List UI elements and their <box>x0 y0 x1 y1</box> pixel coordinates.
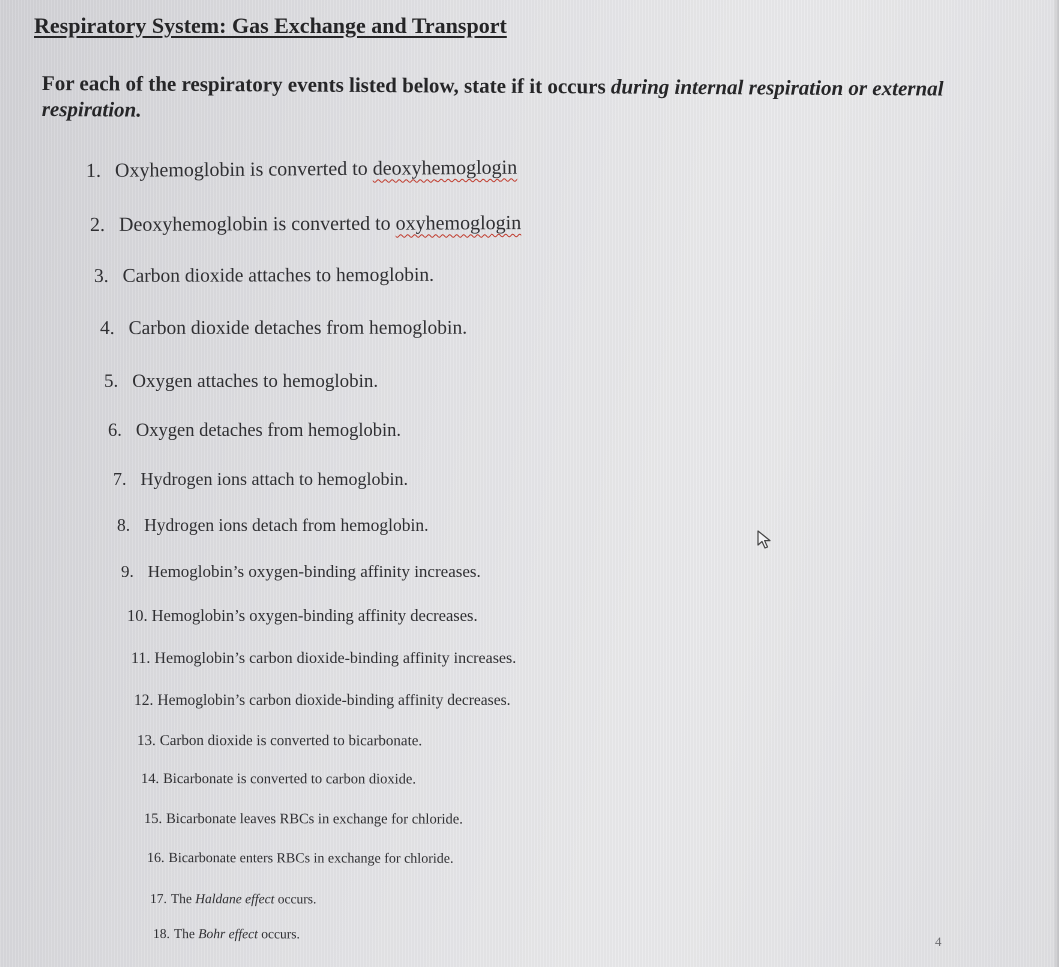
list-item-text: The <box>173 925 199 942</box>
list-item-text: Carbon dioxide attaches to hemoglobin. <box>122 265 435 288</box>
list-item-text: Oxygen detaches from hemoglobin. <box>135 420 401 441</box>
list-item-number: 15. <box>143 811 163 828</box>
list-item-text: Hemoglobin’s oxygen-binding affinity decreases. <box>151 606 478 626</box>
list-item-text: Hemoglobin’s carbon dioxide-binding affinity decreases. <box>157 691 511 709</box>
page-number: 4 <box>935 934 942 949</box>
list-item-number: 18. <box>152 925 170 941</box>
list-item <box>90 212 521 237</box>
instructions-lead: For each of the respiratory events listed below, state if it occurs <box>41 70 612 99</box>
list-item-text: Bicarbonate leaves RBCs in exchange for chloride. <box>166 811 463 828</box>
list-item-text: Oxygen attaches to hemoglobin. <box>132 370 379 392</box>
list-item-emphasis: Haldane effect <box>195 891 275 907</box>
list-item <box>113 469 408 490</box>
list-item-text: Hemoglobin’s carbon dioxide-binding affinity increases. <box>154 650 517 668</box>
list-item-text: occurs. <box>257 926 300 942</box>
list-item <box>104 371 378 393</box>
list-item-number: 5. <box>104 370 119 392</box>
page-title: Respiratory System: Gas Exchange and Transport <box>34 13 507 38</box>
list-item-text: Hydrogen ions attach to hemoglobin. <box>140 469 408 490</box>
list-item-text: Bicarbonate is converted to carbon dioxide. <box>163 771 416 788</box>
list-item-number: 17. <box>149 890 167 906</box>
list-item <box>144 811 463 829</box>
list-item-text: Carbon dioxide is converted to bicarbonate. <box>159 733 423 750</box>
mouse-pointer-icon <box>756 530 774 550</box>
list-item-number: 7. <box>113 469 127 490</box>
list-item <box>94 265 434 288</box>
list-item <box>137 733 422 750</box>
list-item <box>100 318 467 340</box>
list-item-text: Bicarbonate enters RBCs in exchange for chloride. <box>168 850 454 867</box>
list-item-number: 14. <box>140 771 160 788</box>
list-item-number: 11. <box>131 650 151 668</box>
list-item <box>121 562 481 582</box>
list-item <box>150 891 316 907</box>
list-item-number: 10. <box>127 606 148 626</box>
list-item <box>147 851 454 868</box>
list-item-text: Hydrogen ions detach from hemoglobin. <box>144 514 429 535</box>
list-item-number: 3. <box>93 266 109 288</box>
spellcheck-flagged-word: deoxyhemoglogin <box>372 156 518 180</box>
list-item-text: occurs. <box>274 891 317 907</box>
spellcheck-flagged-word: oxyhemoglogin <box>395 212 522 235</box>
list-item <box>117 515 428 536</box>
list-item-text: Hemoglobin’s oxygen-binding affinity increases. <box>147 561 481 581</box>
list-item-number: 9. <box>121 561 134 581</box>
list-item-number: 1. <box>85 159 102 182</box>
list-item-number: 12. <box>134 691 154 709</box>
list-item <box>134 692 510 710</box>
list-item-text: The <box>170 890 196 907</box>
list-item-text: Carbon dioxide detaches from hemoglobin. <box>128 317 468 340</box>
list-item-number: 8. <box>117 514 131 535</box>
screen-edge-shadow <box>1053 0 1059 967</box>
list-item-emphasis: Bohr effect <box>198 926 258 942</box>
list-item-number: 2. <box>89 213 106 236</box>
list-item <box>131 650 516 668</box>
list-item <box>141 771 416 788</box>
list-item <box>108 421 401 442</box>
list-item <box>127 606 478 626</box>
list-item-text: Oxyhemoglobin is converted to <box>114 157 373 182</box>
instructions-emphasis: during internal respiration or external respiration. <box>41 74 944 122</box>
list-item-number: 4. <box>99 318 115 340</box>
list-item-number: 16. <box>146 850 165 866</box>
list-item-number: 13. <box>136 733 156 750</box>
list-item <box>86 157 517 183</box>
list-item <box>153 926 300 942</box>
list-item-number: 6. <box>108 420 122 441</box>
list-item-text: Deoxyhemoglobin is converted to <box>118 212 396 236</box>
